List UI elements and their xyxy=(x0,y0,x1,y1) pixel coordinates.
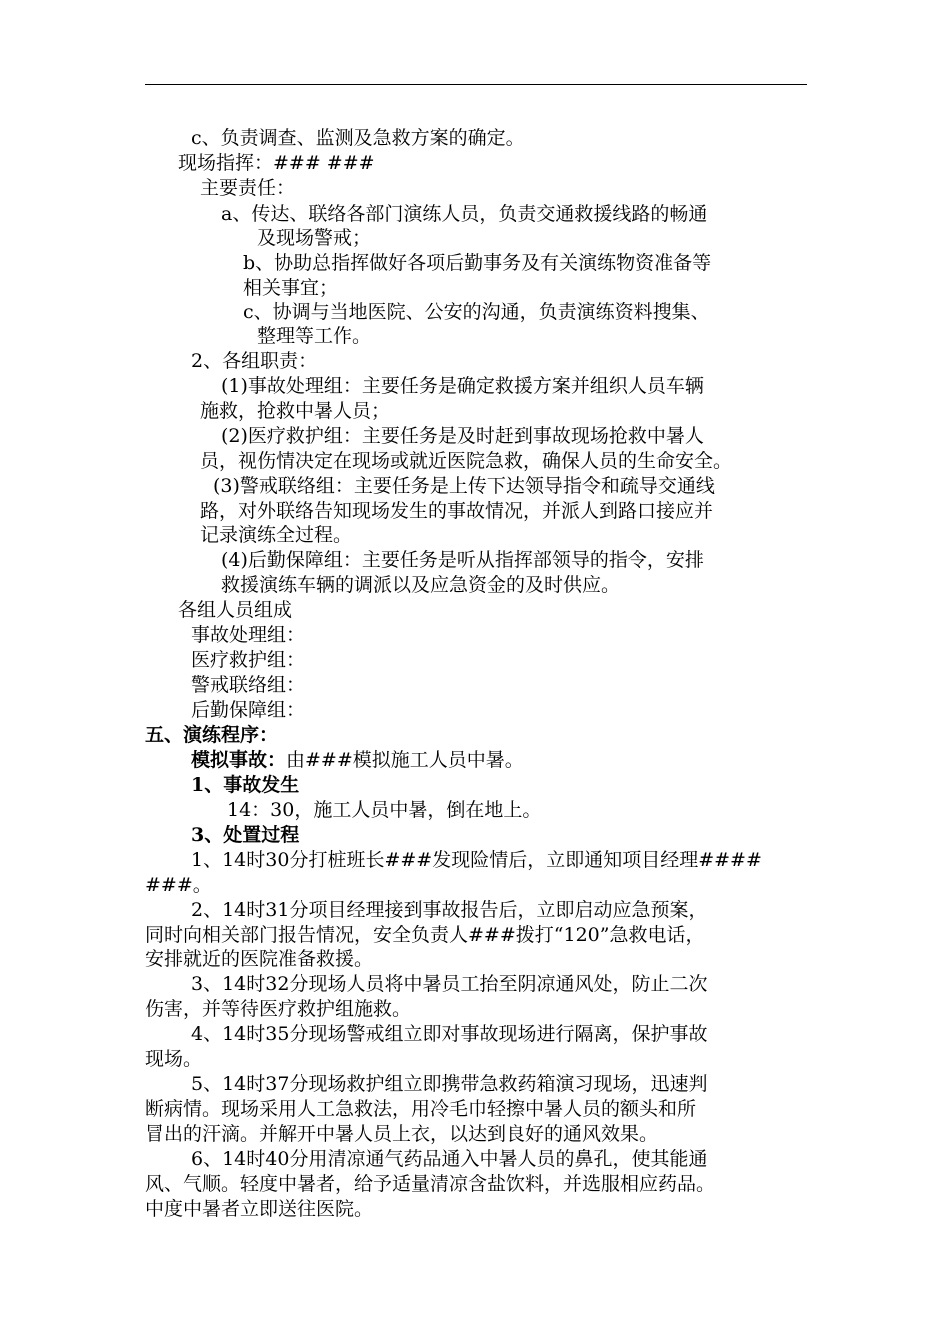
text-line: 4、14时35分现场警戒组立即对事故现场进行隔离，保护事故 xyxy=(191,1023,708,1045)
text-line: 警戒联络组： xyxy=(191,674,306,696)
text-line: 风、气顺。轻度中暑者，给予适量清凉含盐饮料，并选服相应药品。 xyxy=(145,1173,716,1195)
text-line: 断病情。现场采用人工急救法，用冷毛巾轻擦中暑人员的额头和所 xyxy=(145,1098,697,1120)
text-line: b、协助总指挥做好各项后勤事务及有关演练物资准备等 xyxy=(243,252,712,274)
text-line: 记录演练全过程。 xyxy=(200,524,353,546)
inline-text: 由###模拟施工人员中暑。 xyxy=(286,749,524,771)
text-line: 员，视伤情决定在现场或就近医院急救，确保人员的生命安全。 xyxy=(200,450,733,472)
text-line: 3、14时32分现场人员将中暑员工抬至阴凉通风处，防止二次 xyxy=(191,973,708,995)
text-line: 现场指挥：### ### xyxy=(178,152,375,174)
text-line: c、负责调查、监测及急救方案的确定。 xyxy=(191,127,525,149)
text-line: 整理等工作。 xyxy=(257,325,372,347)
text-line: 及现场警戒； xyxy=(257,227,372,249)
text-line: 2、14时31分项目经理接到事故报告后，立即启动应急预案， xyxy=(191,899,708,921)
text-line: 14：30，施工人员中暑，倒在地上。 xyxy=(227,799,542,821)
text-line: 5、14时37分现场救护组立即携带急救药箱演习现场，迅速判 xyxy=(191,1073,708,1095)
text-line: (2)医疗救护组：主要任务是及时赶到事故现场抢救中暑人 xyxy=(221,425,704,447)
text-line: 1、14时30分打桩班长###发现险情后，立即通知项目经理#### xyxy=(191,849,762,871)
section-heading: 五、演练程序： xyxy=(145,724,279,746)
text-line xyxy=(191,748,524,772)
text-line: 中度中暑者立即送往医院。 xyxy=(145,1198,374,1220)
section-heading: 2、各组职责： xyxy=(191,350,318,372)
text-line: (3)警戒联络组：主要任务是上传下达领导指令和疏导交通线 xyxy=(213,475,715,497)
text-line: 路，对外联络告知现场发生的事故情况，并派人到路口接应并 xyxy=(200,500,714,522)
text-line: 救援演练车辆的调派以及应急资金的及时供应。 xyxy=(221,574,621,596)
text-line: c、协调与当地医院、公安的沟通，负责演练资料搜集、 xyxy=(243,301,710,323)
text-line: 伤害，并等待医疗救护组施救。 xyxy=(145,998,412,1020)
text-line: 施救，抢救中暑人员； xyxy=(200,400,391,422)
text-line: 医疗救护组： xyxy=(191,649,306,671)
text-line: 事故处理组： xyxy=(191,624,306,646)
text-line: 安排就近的医院准备救援。 xyxy=(145,948,374,970)
text-line: 6、14时40分用清凉通气药品通入中暑人员的鼻孔，使其能通 xyxy=(191,1148,708,1170)
text-line: ###。 xyxy=(145,874,212,896)
text-line: 各组人员组成 xyxy=(178,599,293,621)
subsection-heading: 1、事故发生 xyxy=(191,774,300,796)
text-line: (4)后勤保障组：主要任务是听从指挥部领导的指令，安排 xyxy=(221,549,704,571)
bold-label: 模拟事故： xyxy=(191,749,287,771)
header-rule xyxy=(145,84,807,85)
text-line: 主要责任： xyxy=(200,177,296,199)
text-line: 相关事宜； xyxy=(243,277,339,299)
text-line: a、传达、联络各部门演练人员，负责交通救援线路的畅通 xyxy=(221,203,708,225)
text-line: 现场。 xyxy=(145,1048,203,1070)
text-line: 同时向相关部门报告情况，安全负责人###拨打“120”急救电话， xyxy=(145,924,705,946)
text-line: 冒出的汗滴。并解开中暑人员上衣，以达到良好的通风效果。 xyxy=(145,1123,659,1145)
subsection-heading: 3、处置过程 xyxy=(191,824,300,846)
text-line: 后勤保障组： xyxy=(191,699,306,721)
text-line: (1)事故处理组：主要任务是确定救援方案并组织人员车辆 xyxy=(221,375,704,397)
